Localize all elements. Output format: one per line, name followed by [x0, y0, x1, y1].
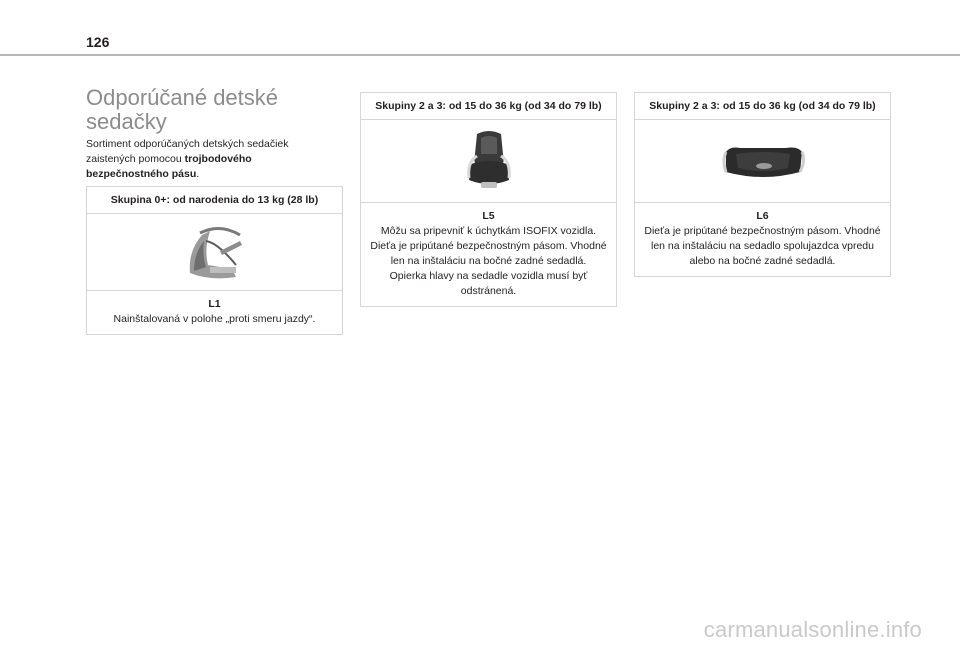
seat-card-l1	[86, 186, 343, 335]
seat-description: Nainštalovaná v polohe „proti smeru jazdy“.	[113, 313, 316, 325]
seat-description: Opierka hlavy na sedadle vozidla musí byť odstránená.	[389, 270, 588, 297]
seat-card-image	[361, 120, 616, 203]
seat-card-image	[635, 120, 890, 203]
seat-card-text	[361, 203, 616, 306]
page-title: Odporúčané detské sedačky	[86, 85, 279, 134]
seat-code: L5	[482, 210, 495, 222]
high-back-booster-seat-icon	[459, 128, 519, 194]
seat-card-text	[635, 203, 890, 276]
intro-paragraph	[86, 137, 336, 182]
watermark: carmanualsonline.info	[703, 617, 922, 642]
seat-code: L6	[756, 210, 769, 222]
seat-description: Dieťa je pripútané bezpečnostným pásom. Vhodné len na inštaláciu na bočné zadné sedadlá.	[370, 240, 607, 267]
seat-description: Môžu sa pripevniť k úchytkám ISOFIX vozidla.	[380, 225, 597, 237]
seat-code: L1	[208, 298, 221, 310]
seat-card-image	[87, 214, 342, 291]
intro-end: .	[196, 168, 200, 180]
seat-card-text	[87, 291, 342, 334]
seat-description: Dieťa je pripútané bezpečnostným pásom. Vhodné len na inštaláciu na sedadlo spolujazdca vpredu alebo na bočné zadné sedadlá.	[644, 225, 881, 267]
seat-card-header: Skupiny 2 a 3: od 15 do 36 kg (od 34 do 79 lb)	[361, 93, 616, 120]
booster-cushion-icon	[718, 138, 808, 184]
seat-card-l5	[360, 92, 617, 307]
infant-carrier-seat-icon	[180, 221, 250, 283]
page-number: 126	[86, 34, 110, 50]
seat-card-header: Skupina 0+: od narodenia do 13 kg (28 lb)	[87, 187, 342, 214]
intro-bold-text: trojbodového bezpečnostného pásu	[86, 153, 252, 180]
header-rule	[0, 54, 960, 56]
intro-text: Sortiment odporúčaných detských sedačiek zaistených pomocou	[86, 138, 289, 165]
seat-card-l6	[634, 92, 891, 277]
seat-card-header: Skupiny 2 a 3: od 15 do 36 kg (od 34 do 79 lb)	[635, 93, 890, 120]
